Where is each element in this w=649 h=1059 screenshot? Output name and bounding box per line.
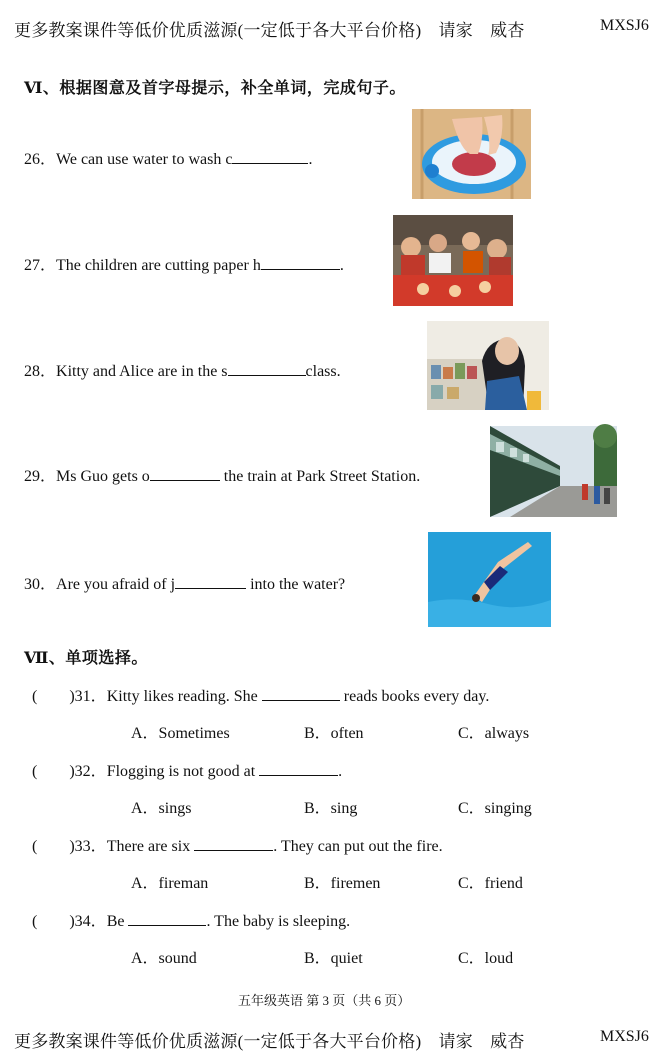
question-text: Kitty and Alice are in the s	[56, 363, 228, 380]
classmates-photo	[427, 321, 549, 410]
question-number: 26．	[24, 151, 57, 168]
answer-blank[interactable]	[175, 574, 246, 589]
question-text: There are six	[106, 838, 195, 855]
train-station-photo	[490, 426, 617, 517]
question-26	[24, 146, 312, 169]
option-b[interactable]: B．often	[304, 725, 364, 742]
question-number: 29．	[24, 468, 57, 485]
answer-blank	[128, 911, 206, 926]
page-footer: 五年级英语 第 3 页（共 6 页）	[238, 993, 411, 1008]
question-number: 34．	[74, 913, 107, 930]
answer-blank	[194, 836, 273, 851]
answer-paren[interactable]: ( )	[32, 838, 75, 855]
paper-cutting-photo	[393, 215, 513, 306]
question-number: 33．	[74, 838, 107, 855]
question-30	[24, 571, 345, 594]
option-c[interactable]: C．singing	[458, 800, 532, 817]
diving-photo	[428, 532, 551, 627]
question-number: 28．	[24, 363, 57, 380]
question-text-end: . They can put out the fire.	[273, 838, 443, 855]
question-text: Are you afraid of j	[56, 576, 176, 593]
section-7-title: Ⅶ、单项选择。	[24, 650, 148, 667]
question-text: We can use water to wash c	[56, 151, 233, 168]
question-34	[32, 908, 350, 931]
option-c[interactable]: C．friend	[458, 875, 523, 892]
question-text-end: . The baby is sleeping.	[206, 913, 351, 930]
question-31	[32, 683, 489, 706]
answer-paren[interactable]: ( )	[32, 913, 75, 930]
answer-blank[interactable]	[150, 466, 220, 481]
answer-blank[interactable]	[232, 149, 308, 164]
question-28	[24, 358, 341, 381]
question-text: Kitty likes reading. She	[106, 688, 262, 705]
question-text-end: .	[308, 151, 313, 168]
answer-blank	[259, 761, 338, 776]
washing-clothes-photo	[412, 109, 531, 199]
question-27	[24, 252, 344, 275]
question-text-end: class.	[305, 363, 341, 380]
question-text-end: reads books every day.	[339, 688, 490, 705]
question-text: Be	[106, 913, 129, 930]
option-b[interactable]: B．quiet	[304, 950, 363, 967]
question-29	[24, 463, 420, 486]
option-b[interactable]: B．sing	[304, 800, 358, 817]
bottom-banner-code: MXSJ6	[600, 1028, 649, 1045]
option-a[interactable]: A．sound	[131, 950, 197, 967]
question-number: 31．	[74, 688, 107, 705]
answer-paren[interactable]: ( )	[32, 688, 75, 705]
question-32	[32, 758, 342, 781]
top-banner-code: MXSJ6	[600, 17, 649, 34]
bottom-banner: 更多教案课件等低价优质滋源(一定低于各大平台价格) 请家 威杏	[14, 1032, 525, 1051]
answer-blank[interactable]	[228, 361, 306, 376]
question-text-end: into the water?	[246, 576, 346, 593]
top-banner: 更多教案课件等低价优质滋源(一定低于各大平台价格) 请家 威杏	[14, 21, 525, 40]
option-a[interactable]: A．Sometimes	[131, 725, 230, 742]
section-6-title: Ⅵ、根据图意及首字母提示，补全单词，完成句子。	[24, 80, 406, 97]
option-c[interactable]: C．loud	[458, 950, 514, 967]
answer-blank	[262, 686, 340, 701]
question-number: 30．	[24, 576, 57, 593]
question-text: Flogging is not good at	[106, 763, 260, 780]
question-text: The children are cutting paper h	[56, 257, 261, 274]
question-number: 27．	[24, 257, 57, 274]
question-text: Ms Guo gets o	[56, 468, 150, 485]
question-text-end: the train at Park Street Station.	[219, 468, 421, 485]
question-text-end: .	[339, 257, 344, 274]
option-b[interactable]: B．firemen	[304, 875, 381, 892]
option-a[interactable]: A．sings	[131, 800, 192, 817]
question-text-end: .	[338, 763, 343, 780]
question-33	[32, 833, 443, 856]
option-a[interactable]: A．fireman	[131, 875, 209, 892]
question-number: 32．	[74, 763, 107, 780]
option-c[interactable]: C．always	[458, 725, 530, 742]
answer-paren[interactable]: ( )	[32, 763, 75, 780]
answer-blank[interactable]	[261, 255, 340, 270]
